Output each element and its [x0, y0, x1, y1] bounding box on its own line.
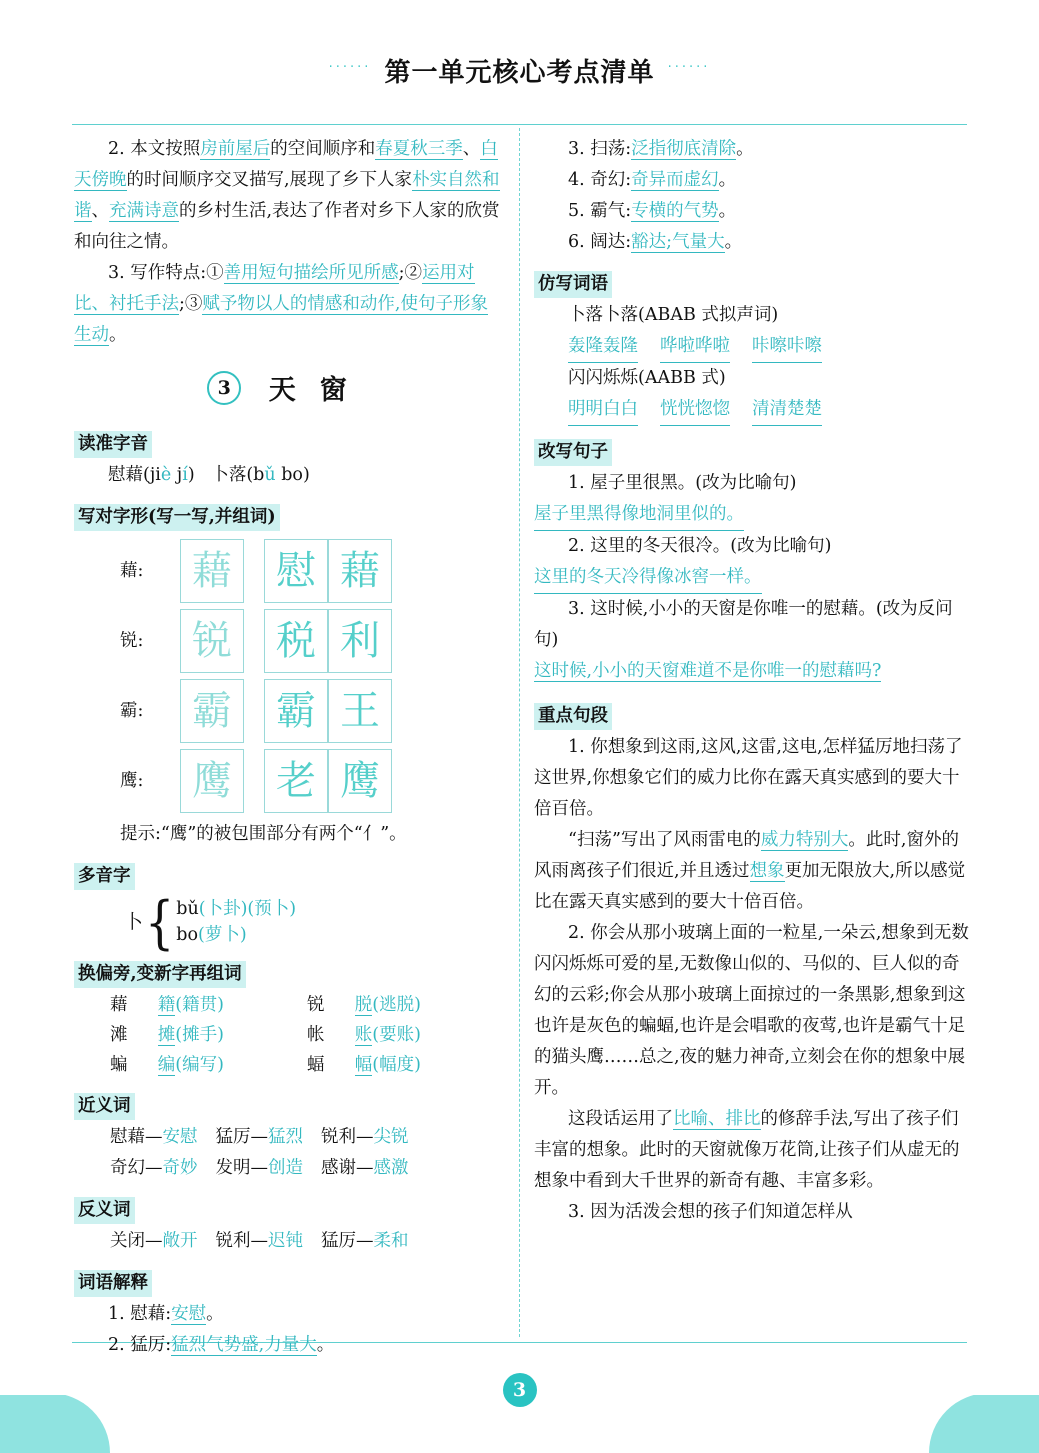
explain-number: 5. — [568, 201, 591, 221]
pinyin-open-1: (ji — [143, 465, 161, 485]
explain-item — [74, 1299, 504, 1330]
synonym-term: 奇幻— — [110, 1158, 163, 1178]
explain-tail: 。 — [736, 139, 754, 159]
synonym-term: 猛厉— — [215, 1127, 268, 1147]
explain-number: 3. — [568, 139, 591, 159]
explain-number: 4. — [568, 170, 591, 190]
glyph-row-lead: 霸: — [120, 700, 144, 721]
radical-new-cell — [355, 1020, 504, 1050]
imitate-words-2 — [534, 394, 974, 426]
glyph-cell: 藉 — [328, 539, 392, 603]
footer-right-shape — [929, 1395, 1039, 1453]
imitate-line-2: 闪闪烁烁(AABB 式) — [568, 368, 726, 388]
para2-mid-4: 、 — [91, 201, 109, 221]
explain-item — [534, 165, 974, 196]
para3-underline-2: 运用对比、衬托手法 — [74, 263, 475, 314]
para2-underline-3: 白天傍晚 — [74, 139, 498, 190]
explain-number: 6. — [568, 232, 591, 252]
section-row-rewrite — [534, 433, 974, 468]
explain-definition: 奇异而虚幻 — [631, 170, 719, 190]
explain-word: 霸气: — [590, 201, 632, 221]
para2-underline-2: 春夏秋三季 — [375, 139, 463, 159]
synonym-value: 创造 — [268, 1158, 303, 1178]
para3-underline-1: 善用短句描绘所见所感 — [223, 263, 399, 283]
polyphone-words-2: (萝卜) — [198, 925, 247, 945]
footer-left-shape — [0, 1395, 110, 1453]
section-row-key — [534, 697, 974, 732]
section-heading-synonym: 近义词 — [74, 1093, 135, 1120]
glyph-row — [74, 609, 504, 673]
imitate-word: 明明白白 — [568, 394, 638, 426]
explain-definition: 专横的气势 — [631, 201, 719, 221]
explain-word: 阔达: — [590, 232, 632, 252]
explain-word: 慰藉: — [130, 1304, 172, 1324]
glyph-cell: 老 — [264, 749, 328, 813]
imitate-words-1 — [534, 331, 974, 363]
header-dots-left: ······ — [328, 60, 372, 75]
antonym-value: 迟钝 — [268, 1231, 303, 1251]
radical-word: (幅度) — [372, 1055, 421, 1075]
radical-base-char: 锐 — [307, 995, 325, 1015]
para2-underline-1: 房前屋后 — [200, 139, 271, 159]
pinyin-mid-1: j — [171, 465, 183, 485]
pinyin-mid-2: bo — [275, 465, 303, 485]
imitate-word: 咔嚓咔嚓 — [752, 331, 822, 363]
glyph-single-group — [180, 749, 244, 813]
radical-new-cell — [158, 1020, 307, 1050]
synonym-value: 尖锐 — [373, 1127, 409, 1147]
rewrite-answer: 这里的冬天冷得像冰窖一样。 — [534, 562, 762, 594]
glyph-cell: 税 — [264, 609, 328, 673]
chapter-name: 天窗 — [268, 374, 371, 406]
explain-item — [534, 134, 974, 165]
radical-new-cell — [158, 1050, 307, 1080]
para2-tail: 的乡村生活,表达了作者对乡下人家的欣赏和向往之情。 — [74, 201, 500, 252]
imitate-word: 轰隆轰隆 — [568, 331, 638, 363]
key-analysis-tail: 更加无限放大,所以感觉比在露天真实感到的要大十倍百倍。 — [534, 861, 966, 912]
radical-base-char: 蝙 — [110, 1055, 128, 1075]
glyph-single-group — [180, 679, 244, 743]
pinyin-tone-3: ǔ — [264, 465, 276, 485]
key-analysis-underline-1: 比喻、排比 — [673, 1109, 761, 1129]
para2-underline-5: 充满诗意 — [109, 201, 179, 221]
glyph-row-lead: 鹰: — [120, 770, 144, 791]
pinyin-tone-2: í — [182, 465, 188, 485]
section-row-radical — [74, 955, 504, 990]
para3-underline-3: 赋予物以人的情感和动作,使句子形象生动 — [74, 294, 488, 345]
page-number: 3 — [503, 1373, 537, 1407]
left-column — [74, 134, 504, 1361]
rewrite-question: 3. 这时候,小小的天窗是你唯一的慰藉。(改为反问句) — [534, 599, 953, 650]
section-heading-polyphone: 多音字 — [74, 863, 135, 890]
explain-tail: 。 — [206, 1304, 224, 1324]
explain-tail: 。 — [718, 201, 737, 221]
key-analysis-tail: 的修辞手法,写出了孩子们丰富的想象。此时的天窗就像万花筒,让孩子们从虚无的想象中看到大千世界的新奇有趣、丰富多彩。 — [534, 1109, 960, 1191]
glyph-row — [74, 679, 504, 743]
radical-row — [74, 1020, 504, 1050]
radical-word: (要账) — [372, 1025, 421, 1045]
section-heading-pinyin: 读准字音 — [74, 431, 152, 458]
radical-base-char: 滩 — [110, 1025, 128, 1045]
synonym-value: 安慰 — [162, 1127, 198, 1147]
antonym-term: 关闭— — [110, 1231, 163, 1251]
explain-tail: 。 — [718, 170, 737, 190]
radical-new-char: 摊 — [157, 1025, 176, 1045]
glyph-word-group — [264, 539, 392, 603]
section-heading-explain: 词语解释 — [74, 1270, 152, 1297]
key-analysis-pre: “扫荡”写出了风雨雷电的 — [568, 830, 761, 850]
glyph-word-group — [264, 609, 392, 673]
polyphone-pinyin-2: bo — [176, 925, 199, 945]
right-column — [534, 134, 974, 1228]
section-row-polyphone — [74, 857, 504, 892]
para3-mid-1: ;② — [398, 263, 423, 283]
synonym-term: 发明— — [215, 1158, 268, 1178]
glyph-grid — [74, 539, 504, 813]
section-heading-glyph: 写对字形(写一写,并组词) — [74, 504, 280, 531]
section-row-imitate — [534, 265, 974, 300]
glyph-cell: 鹰 — [328, 749, 392, 813]
glyph-row — [74, 539, 504, 603]
para2-mid-2: 、 — [462, 139, 481, 159]
polyphone-items — [176, 896, 296, 948]
explain-number: 1. — [108, 1304, 131, 1324]
rewrite-question: 2. 这里的冬天很冷。(改为比喻句) — [568, 536, 832, 556]
glyph-cell: 利 — [328, 609, 392, 673]
antonym-value: 敞开 — [162, 1231, 198, 1251]
explain-word: 奇幻: — [590, 170, 632, 190]
glyph-word-group — [264, 679, 392, 743]
glyph-row — [74, 749, 504, 813]
key-analysis — [534, 825, 974, 918]
radical-new-char: 账 — [354, 1025, 373, 1045]
radical-word: (籍贯) — [175, 995, 224, 1015]
para2-mid-3: 的时间顺序交叉描写,展现了乡下人家 — [126, 170, 413, 190]
antonym-term: 猛厉— — [321, 1231, 374, 1251]
page-header — [0, 52, 1039, 89]
key-analysis — [534, 1104, 974, 1197]
synonym-term: 慰藉— — [110, 1127, 163, 1147]
radical-new-cell — [355, 990, 504, 1020]
paragraph-3 — [74, 258, 504, 351]
para2-underline-4: 朴实自然和谐 — [74, 170, 500, 221]
explain-item — [534, 227, 974, 258]
radical-word: (编写) — [175, 1055, 224, 1075]
glyph-cell: 王 — [328, 679, 392, 743]
polyphone-words-1: (卜卦)(预卜) — [198, 899, 297, 919]
synonym-row — [74, 1153, 504, 1184]
synonym-value: 感激 — [373, 1158, 409, 1178]
glyph-cell: 鹰 — [180, 749, 244, 813]
glyph-cell: 慰 — [264, 539, 328, 603]
glyph-cell: 锐 — [180, 609, 244, 673]
imitate-line-1: 卜落卜落(ABAB 式拟声词) — [568, 305, 779, 325]
column-divider — [519, 128, 520, 1337]
page-title: 第一单元核心考点清单 — [384, 58, 655, 88]
pinyin-close-2: ) — [302, 465, 310, 485]
section-heading-imitate: 仿写词语 — [534, 271, 612, 298]
imitate-word: 恍恍惚惚 — [660, 394, 730, 426]
explain-item — [74, 1330, 504, 1361]
glyph-single-group — [180, 609, 244, 673]
pinyin-close-1: ) — [187, 465, 195, 485]
pinyin-line — [74, 460, 504, 491]
imitate-word: 哗啦哗啦 — [660, 331, 730, 363]
antonym-term: 锐利— — [215, 1231, 268, 1251]
pinyin-open-2: (b — [246, 465, 265, 485]
pinyin-tone-1: è — [160, 465, 172, 485]
glyph-row-lead: 锐: — [120, 630, 144, 651]
section-heading-rewrite: 改写句子 — [534, 439, 612, 466]
radical-new-char: 脱 — [354, 995, 373, 1015]
rewrite-answer: 屋子里黑得像地洞里似的。 — [534, 499, 744, 531]
para3-prefix: 3. 写作特点:① — [108, 263, 224, 283]
key-analysis-mid: 。此时,窗外的风雨离孩子们很近,并且透过 — [534, 830, 959, 881]
synonym-value: 猛烈 — [268, 1127, 303, 1147]
chapter-heading — [74, 373, 504, 415]
radical-base-char: 帐 — [307, 1025, 325, 1045]
chapter-number: 3 — [207, 371, 241, 405]
rewrite-answer: 这时候,小小的天窗难道不是你唯一的慰藉吗? — [534, 661, 882, 681]
polyphone-char: 卜 — [124, 910, 144, 933]
section-row-explain — [74, 1264, 504, 1299]
polyphone-line-1 — [176, 896, 296, 922]
radical-word: (逃脱) — [372, 995, 421, 1015]
radical-new-cell — [355, 1050, 504, 1080]
radical-new-char: 籍 — [157, 995, 176, 1015]
section-heading-radical: 换偏旁,变新字再组词 — [74, 961, 246, 988]
section-heading-key: 重点句段 — [534, 703, 612, 730]
para3-mid-2: ;③ — [179, 294, 203, 314]
radical-base-char: 藉 — [110, 995, 128, 1015]
radical-row — [74, 1050, 504, 1080]
glyph-word-group — [264, 749, 392, 813]
explain-tail: 。 — [724, 232, 743, 252]
explain-number: 2. — [108, 1335, 131, 1355]
key-analysis-underline-2: 想象 — [749, 861, 785, 881]
glyph-cell: 霸 — [180, 679, 244, 743]
pinyin-word-2: 卜落 — [211, 465, 247, 485]
paragraph-2 — [74, 134, 504, 258]
section-row-synonym — [74, 1087, 504, 1122]
key-paragraph: 3. 因为活泼会想的孩子们知道怎样从 — [568, 1202, 853, 1222]
para3-tail: 。 — [109, 325, 127, 345]
radical-new-char: 幅 — [354, 1055, 373, 1075]
polyphone-line-2 — [176, 922, 296, 948]
explain-definition: 泛指彻底清除 — [631, 139, 737, 159]
explain-definition: 安慰 — [171, 1304, 207, 1324]
section-row-pinyin — [74, 425, 504, 460]
brace-icon: { — [145, 888, 175, 956]
synonym-value: 奇妙 — [162, 1158, 198, 1178]
explain-definition: 豁达;气量大 — [631, 232, 725, 252]
polyphone-pinyin-1: bǔ — [176, 899, 199, 919]
section-row-antonym — [74, 1191, 504, 1226]
explain-item — [534, 196, 974, 227]
radical-row — [74, 990, 504, 1020]
polyphone-block — [74, 888, 504, 956]
header-dots-right: ······ — [667, 60, 711, 75]
section-row-glyph — [74, 498, 504, 533]
key-paragraph: 2. 你会从那小玻璃上面的一粒星,一朵云,想象到无数闪闪烁烁可爱的星,无数像山似的、马似的、巨人似的奇幻的云彩;你会从那小玻璃上面掠过的一条黑影,想象到这也许是灰色的蝙蝠,也许是会唱歌的夜莺,也许是霸气十足的猫头鹰……总之,夜的魅力神奇,立刻会在你的想象中展开。 — [534, 923, 969, 1098]
explain-tail: 。 — [316, 1335, 335, 1355]
top-rule — [72, 124, 967, 125]
para2-mid-1: 的空间顺序和 — [270, 139, 376, 159]
glyph-cell: 霸 — [264, 679, 328, 743]
pinyin-word-1: 慰藉 — [108, 465, 143, 485]
synonym-term: 锐利— — [321, 1127, 374, 1147]
key-analysis-pre: 这段话运用了 — [568, 1109, 673, 1129]
glyph-cell: 藉 — [180, 539, 244, 603]
key-paragraph: 1. 你想象到这雨,这风,这雷,这电,怎样猛厉地扫荡了这世界,你想象它们的威力比你在露天真实感到的要大十倍百倍。 — [534, 737, 963, 819]
imitate-word: 清清楚楚 — [752, 394, 822, 426]
para2-prefix: 2. 本文按照 — [108, 139, 201, 159]
explain-word: 扫荡: — [590, 139, 632, 159]
glyph-tip: 提示:“鹰”的被包围部分有两个“亻”。 — [120, 824, 407, 844]
radical-new-char: 编 — [157, 1055, 176, 1075]
rewrite-question: 1. 屋子里很黑。(改为比喻句) — [568, 473, 797, 493]
radical-new-cell — [158, 990, 307, 1020]
antonym-value: 柔和 — [373, 1231, 409, 1251]
synonym-term: 感谢— — [321, 1158, 374, 1178]
section-heading-antonym: 反义词 — [74, 1197, 135, 1224]
radical-word: (摊手) — [175, 1025, 224, 1045]
explain-word: 猛厉: — [130, 1335, 172, 1355]
explain-definition: 猛烈气势盛,力量大 — [171, 1335, 317, 1355]
glyph-single-group — [180, 539, 244, 603]
synonym-row — [74, 1122, 504, 1153]
radical-base-char: 蝠 — [307, 1055, 325, 1075]
glyph-row-lead: 藉: — [120, 560, 144, 581]
antonym-row — [74, 1226, 504, 1257]
key-analysis-underline-1: 威力特别大 — [760, 830, 849, 850]
